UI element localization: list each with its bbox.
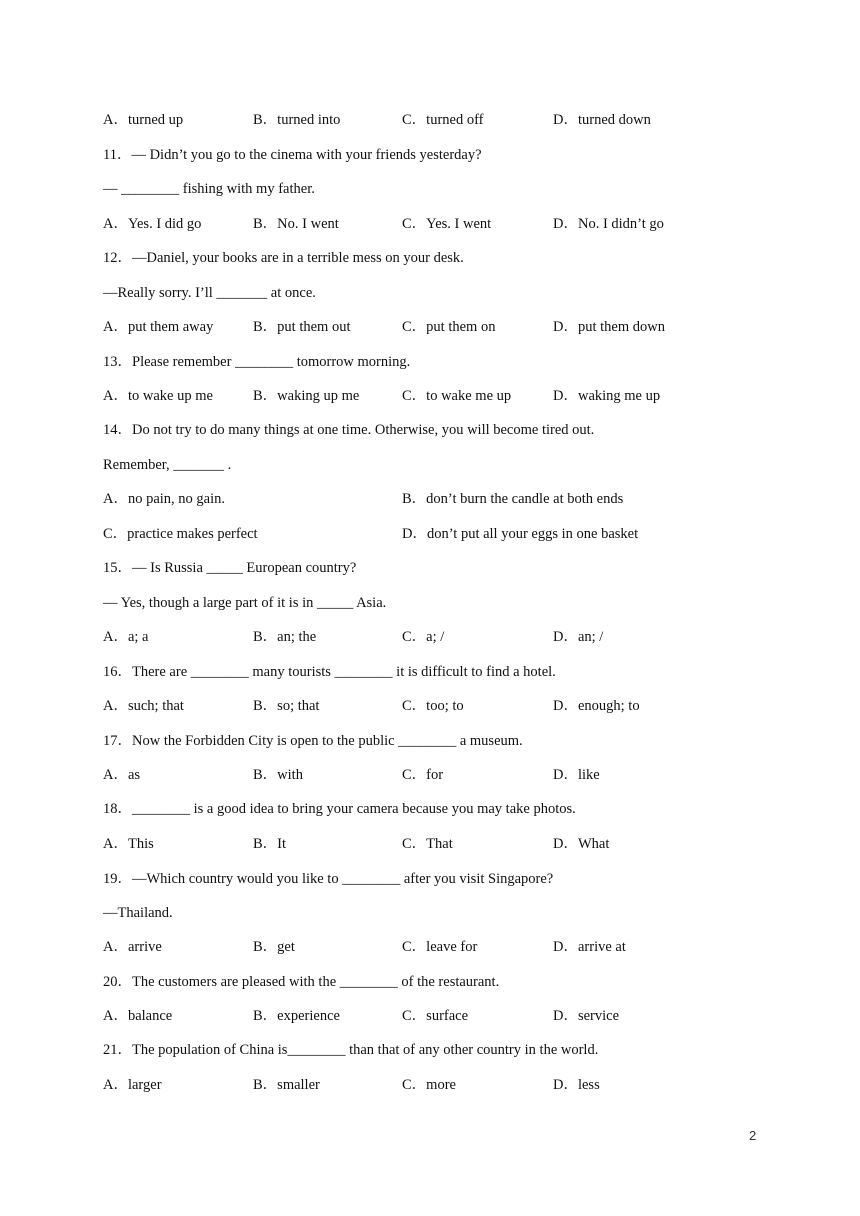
question-16-options [103, 697, 803, 715]
option-b: B．with [253, 767, 303, 783]
option-d: D．turned down [553, 112, 651, 128]
option-c: C．turned off [402, 112, 484, 128]
option-b: B．No. I went [253, 216, 339, 232]
option-a: A．no pain, no gain. [103, 491, 226, 507]
option-b: B．turned into [253, 112, 341, 128]
question-10-options [103, 111, 803, 129]
question-17-options [103, 766, 803, 784]
option-b: B．get [253, 939, 295, 955]
option-c: C．more [402, 1077, 456, 1093]
option-c: C．leave for [402, 939, 478, 955]
question-15-options [103, 628, 803, 646]
question-11-stem: 11．— Didn’t you go to the cinema with your friends yesterday? [103, 147, 482, 163]
option-c: C．too; to [402, 698, 464, 714]
option-b: B．don’t burn the candle at both ends [402, 491, 624, 507]
question-19-stem: 19．—Which country would you like to ________ after you visit Singapore? [103, 871, 554, 887]
option-d: D．don’t put all your eggs in one basket [402, 526, 639, 542]
option-b: B．smaller [253, 1077, 320, 1093]
option-a: A．such; that [103, 698, 184, 714]
question-19-options [103, 938, 803, 956]
page-number: 2 [749, 1128, 757, 1143]
option-a: A．This [103, 836, 154, 852]
question-11-reply: — ________ fishing with my father. [103, 181, 315, 197]
question-13-stem: 13．Please remember ________ tomorrow morning. [103, 354, 411, 370]
option-a: A．to wake up me [103, 388, 213, 404]
option-a: A．as [103, 767, 141, 783]
question-14-options-row-1 [103, 490, 803, 508]
option-a: A．larger [103, 1077, 162, 1093]
option-b: B．waking up me [253, 388, 360, 404]
option-b: B．It [253, 836, 287, 852]
option-c: C．a; / [402, 629, 445, 645]
option-d: D．waking me up [553, 388, 661, 404]
option-b: B．so; that [253, 698, 320, 714]
option-c: C．practice makes perfect [103, 526, 258, 542]
option-a: A．balance [103, 1008, 173, 1024]
question-21-stem: 21．The population of China is________ than that of any other country in the world. [103, 1042, 599, 1058]
option-d: D．enough; to [553, 698, 640, 714]
option-d: D．put them down [553, 319, 665, 335]
question-19-reply: —Thailand. [103, 905, 173, 921]
question-18-stem: 18．________ is a good idea to bring your camera because you may take photos. [103, 801, 576, 817]
option-a: A．turned up [103, 112, 184, 128]
question-20-options [103, 1007, 803, 1025]
option-d: D．service [553, 1008, 620, 1024]
question-12-options [103, 318, 803, 336]
option-b: B．experience [253, 1008, 340, 1024]
question-16-stem: 16．There are ________ many tourists ________ it is difficult to find a hotel. [103, 664, 556, 680]
option-d: D．an; / [553, 629, 604, 645]
option-d: D．No. I didn’t go [553, 216, 664, 232]
option-a: A．put them away [103, 319, 214, 335]
question-14-stem: 14．Do not try to do many things at one time. Otherwise, you will become tired out. [103, 422, 595, 438]
option-d: D．What [553, 836, 610, 852]
question-12-reply: —Really sorry. I’ll _______ at once. [103, 285, 316, 301]
question-14-stem-cont: Remember, _______ . [103, 457, 232, 473]
option-b: B．put them out [253, 319, 351, 335]
question-11-options [103, 215, 803, 233]
option-c: C．to wake me up [402, 388, 512, 404]
option-c: C．That [402, 836, 453, 852]
option-d: D．like [553, 767, 600, 783]
question-21-options [103, 1076, 803, 1094]
question-14-options-row-2 [103, 525, 803, 543]
question-15-reply: — Yes, though a large part of it is in _____ Asia. [103, 595, 387, 611]
option-c: C．surface [402, 1008, 469, 1024]
question-17-stem: 17．Now the Forbidden City is open to the public ________ a museum. [103, 733, 523, 749]
question-13-options [103, 387, 803, 405]
option-c: C．put them on [402, 319, 496, 335]
option-a: A．a; a [103, 629, 149, 645]
option-d: D．arrive at [553, 939, 626, 955]
question-15-stem: 15．— Is Russia _____ European country? [103, 560, 357, 576]
question-20-stem: 20．The customers are pleased with the ________ of the restaurant. [103, 974, 500, 990]
question-12-stem: 12．—Daniel, your books are in a terrible mess on your desk. [103, 250, 464, 266]
option-c: C．for [402, 767, 444, 783]
question-18-options [103, 835, 803, 853]
option-b: B．an; the [253, 629, 317, 645]
option-a: A．Yes. I did go [103, 216, 202, 232]
option-d: D．less [553, 1077, 600, 1093]
option-a: A．arrive [103, 939, 162, 955]
option-c: C．Yes. I went [402, 216, 492, 232]
